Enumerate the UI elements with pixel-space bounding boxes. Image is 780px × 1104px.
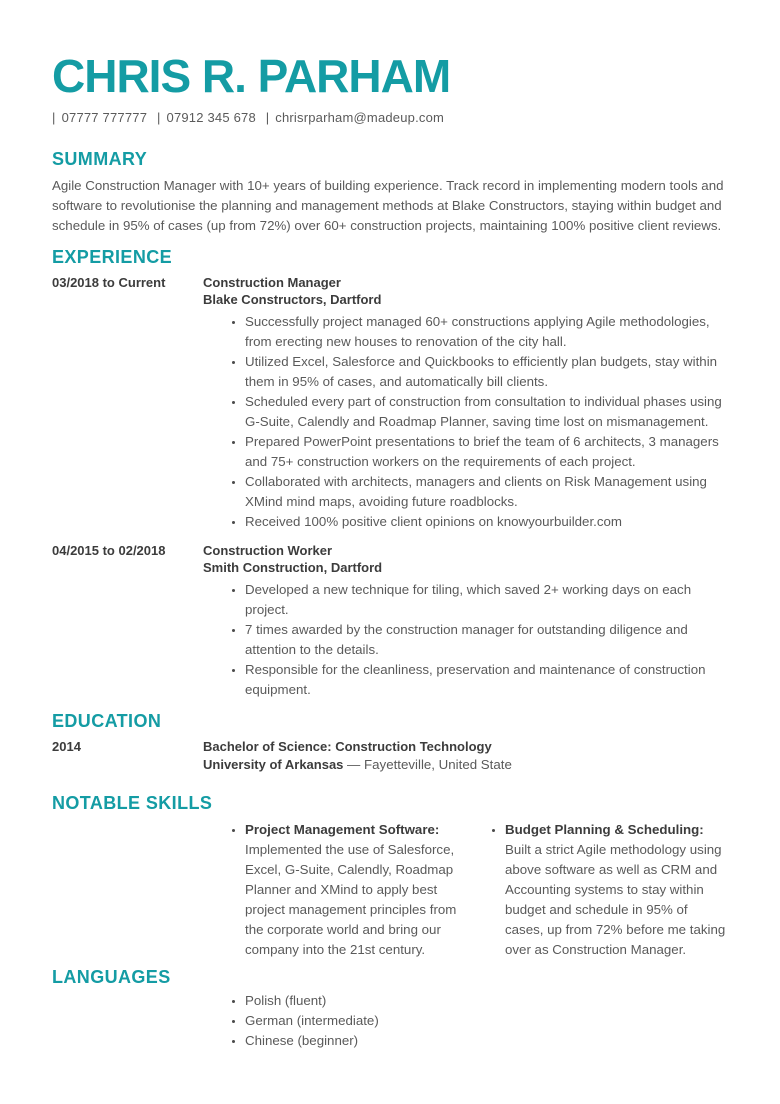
job-company: Blake Constructors, Dartford [203, 292, 382, 307]
job-company: Smith Construction, Dartford [203, 560, 383, 575]
education-degree: Bachelor of Science: Construction Technology [203, 739, 492, 754]
section-title-notable-skills: NOTABLE SKILLS [52, 793, 213, 813]
section-languages [52, 968, 728, 1051]
list-item: • Developed a new technique for tiling, which saved 2+ working days on each project. [245, 580, 728, 620]
skill-text: Implemented the use of Salesforce, Excel, G-Suite, Calendly, Roadmap Planner and XMind to apply best project management principles from the corporate world and bring our company into the 21st century. [245, 842, 457, 957]
skill-item [245, 820, 457, 960]
education-school: University of Arkansas [203, 757, 344, 772]
skills-column-left [232, 820, 457, 960]
section-notable-skills [52, 794, 728, 960]
list-item: • Scheduled every part of construction from consultation to individual phases using G-Suite, Calendly and Roadmap Planner, saving time lost on mismanagement. [245, 392, 728, 432]
skills-column-right [492, 820, 728, 960]
list-item: • Polish (fluent) [245, 991, 728, 1011]
experience-entry [52, 274, 728, 532]
list-item: • Utilized Excel, Salesforce and Quickbooks to efficiently plan budgets, stay within them in 95% of cases, and automatically bill clients. [245, 352, 728, 392]
list-item: • Chinese (beginner) [245, 1031, 728, 1051]
job-bullet-list [203, 312, 728, 532]
contact-line [52, 110, 728, 125]
list-item: • 7 times awarded by the construction manager for outstanding diligence and attention to the details. [245, 620, 728, 660]
list-item: • Collaborated with architects, managers and clients on Risk Management using XMind mind maps, avoiding future roadblocks. [245, 472, 728, 512]
separator: | [265, 110, 270, 125]
experience-entry [52, 542, 728, 700]
header [52, 52, 728, 125]
education-location: — Fayetteville, United State [347, 757, 512, 772]
job-role: Construction Manager [203, 275, 341, 290]
skill-label: Project Management Software: [245, 822, 440, 837]
list-item: • Prepared PowerPoint presentations to brief the team of 6 architects, 3 managers and 75+ construction workers on the requirements of each project. [245, 432, 728, 472]
section-title-summary: SUMMARY [52, 149, 148, 169]
job-dates: 03/2018 to Current [52, 275, 166, 290]
job-details [203, 542, 728, 700]
section-experience [52, 248, 728, 700]
phone-secondary: 07912 345 678 [166, 110, 256, 125]
skill-label: Budget Planning & Scheduling: [505, 822, 704, 837]
list-item: • Responsible for the cleanliness, preservation and maintenance of construction equipment. [245, 660, 728, 700]
list-item: • Successfully project managed 60+ constructions applying Agile methodologies, from erecting new houses to renovation of the city hall. [245, 312, 728, 352]
job-dates: 04/2015 to 02/2018 [52, 543, 166, 558]
person-name: CHRIS R. PARHAM [52, 50, 451, 102]
job-role: Construction Worker [203, 543, 333, 558]
separator: | [52, 110, 56, 125]
email-text: chrisrparham@madeup.com [275, 110, 445, 125]
job-details [203, 274, 728, 532]
list-item: • German (intermediate) [245, 1011, 728, 1031]
language-list [232, 991, 728, 1051]
section-title-languages: LANGUAGES [52, 967, 171, 987]
education-entry [52, 738, 728, 774]
section-title-education: EDUCATION [52, 711, 162, 731]
phone-primary: 07777 777777 [61, 110, 148, 125]
skill-text: Built a strict Agile methodology using above software as well as CRM and Accounting systems to stay within budget and schedule in 95% of cases, up from 72% before me taking over as Construction Manager. [505, 842, 726, 957]
education-details [203, 738, 728, 774]
education-year: 2014 [52, 739, 81, 754]
section-title-experience: EXPERIENCE [52, 247, 173, 267]
job-bullet-list [203, 580, 728, 700]
list-item: • Received 100% positive client opinions on knowyourbuilder.com [245, 512, 728, 532]
section-education [52, 712, 728, 774]
education-school-line [203, 756, 728, 774]
skills-columns [232, 820, 728, 960]
separator: | [156, 110, 161, 125]
section-summary [52, 150, 728, 236]
skill-item [505, 820, 728, 960]
summary-paragraph: Agile Construction Manager with 10+ years of building experience. Track record in implementing modern tools and software to revolutionise the planning and management methods at Blake Constructors, staying within budget and schedule in 95% of cases (up from 72%) over 60+ construction projects, maintaining 100% positive client reviews. [52, 178, 724, 233]
